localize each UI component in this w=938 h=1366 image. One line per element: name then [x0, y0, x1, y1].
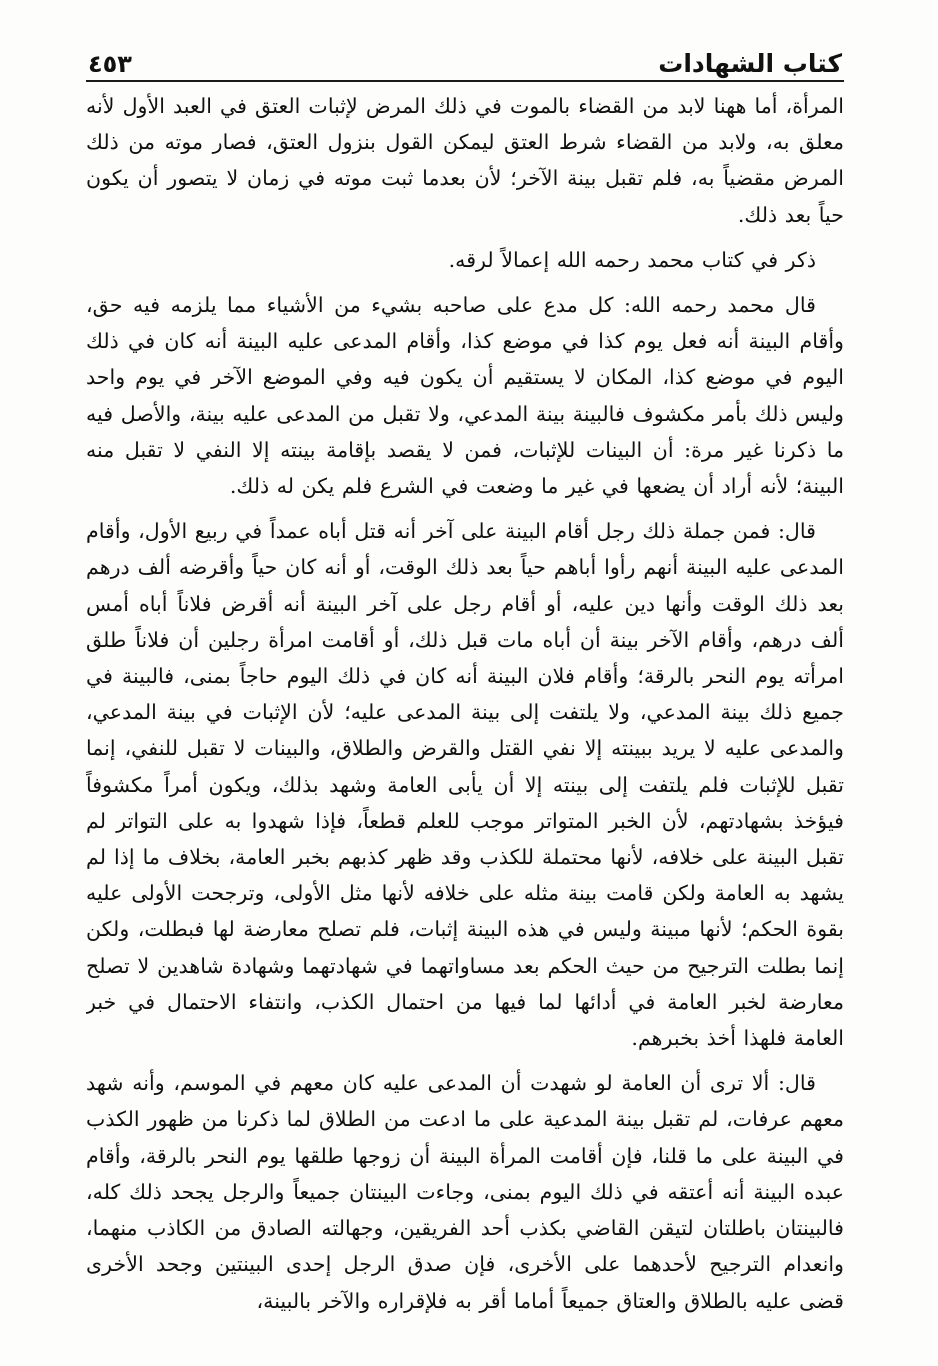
page-number: ٤٥٣ — [88, 50, 132, 78]
running-header — [88, 36, 842, 76]
paragraph-3: قال محمد رحمه الله: كل مدع على صاحبه بشيء من الأشياء مما يلزمه فيه حق، وأقام البينة أنه فعل يوم كذا في موضع كذا، وأقام المدعى عليه البينة أنه كان في ذلك اليوم في موضع كذا، المكان لا يستقيم أن يكون فيه وفي الموضع الآخر في يوم واحد وليس ذلك بأمر مكشوف فالبينة بينة المدعي، ولا تقبل من المدعى عليه بينة، والأصل فيه ما ذكرنا غير مرة: أن البينات للإثبات، فمن لا يقصد بإقامة بينته إلا النفي لا تقبل منه البينة؛ لأنه أراد أن يضعها في غير ما وضعت في الشرع فلم يكن له ذلك. — [86, 293, 844, 499]
paragraph-1: المرأة، أما ههنا لابد من القضاء بالموت في ذلك المرض لإثبات العتق في العبد الأول لأنه معلق به، ولابد من القضاء شرط العتق ليمكن القول بنزول العتق، فصار موته من ذلك المرض مقضياً به، فلم تقبل بينة الآخر؛ لأن بعدما ثبت موته في زمان لا يتصور أن يكون حياً بعد ذلك. — [86, 94, 844, 227]
running-title: كتاب الشهادات — [658, 49, 842, 78]
paragraph-2: ذكر في كتاب محمد رحمه الله إعمالاً لرقه. — [448, 247, 816, 272]
header-divider — [86, 80, 844, 82]
paragraph-4: قال: فمن جملة ذلك رجل أقام البينة على آخر أنه قتل أباه عمداً في ربيع الأول، وأقام المدعى عليه البينة أنهم رأوا أباهم حياً بعد ذلك الوقت، أو أنه كان حياً وأقرضه ألف درهم بعد ذلك الوقت وأنها دين عليه، أو أقام رجل على آخر البينة أنه أقرض فلاناً أباه أمس ألف درهم، وأقام الآخر بينة أن أباه مات قبل ذلك، أو أقامت امرأة رجلين أن فلاناً طلق امرأته يوم النحر بالرقة؛ وأقام فلان البينة أنه كان في ذلك اليوم حاجاً بمنى، فالبينة في جميع ذلك بينة المدعي، ولا يلتفت إلى بينة المدعى عليه؛ لأن الإثبات في بينة المدعي، والمدعى عليه لا يريد ببينته إلا نفي القتل والقرض والطلاق، والبينات لا تقبل للنفي، إنما تقبل للإثبات فلم يلتفت إلى بينته إلا أن يأبى العامة وشهد بذلك، ويكون أمراً مكشوفاً فيؤخذ بشهادتهم، لأن الخبر المتواتر موجب للعلم قطعاً، فإذا شهدوا به على التواتر لم تقبل البينة على خلافه، لأنها محتملة للكذب وقد ظهر كذبهم بخبر العامة، بخلاف ما إذا لم يشهد به العامة ولكن قامت بينة مثله على خلافه لأنها مثل الأولى، وترجحت الأولى عليه بقوة الحكم؛ لأنها مبينة وليس في هذه البينة إثبات، فلم تصلح معارضة لها فبطلت، ولكن إنما بطلت الترجيح من حيث الحكم بعد مساواتهما في شهادتهما وشهادة شاهدين لا تصلح معارضة لخبر العامة في أدائها لما فيها من احتمال الكذب، وانتفاء الاحتمال في خبر العامة فلهذا أخذ بخبرهم. — [86, 519, 844, 1051]
paragraph-5: قال: ألا ترى أن العامة لو شهدت أن المدعى عليه كان معهم في الموسم، وأنه شهد معهم عرفات، لم تقبل بينة المدعية على ما ادعت من الطلاق لما ذكرنا من ظهور الكذب في البينة على ما قلنا، فإن أقامت المرأة البينة أن زوجها طلقها يوم النحر بالرقة، وأقام عبده البينة أنه أعتقه في ذلك اليوم بمنى، وجاءت البينتان جميعاً والرجل يجحد ذلك كله، فالبينتان باطلتان لتيقن القاضي بكذب أحد الفريقين، وجهالته الصادق من الكاذب منهما، وانعدام الترجيح لأحدهما على الأخرى، فإن صدق الرجل إحدى البينتين وجحد الأخرى قضى عليه بالطلاق والعتاق جميعاً أماما أقر به فلإقراره والآخر بالبينة، — [86, 1071, 844, 1313]
body-text — [86, 88, 844, 1346]
